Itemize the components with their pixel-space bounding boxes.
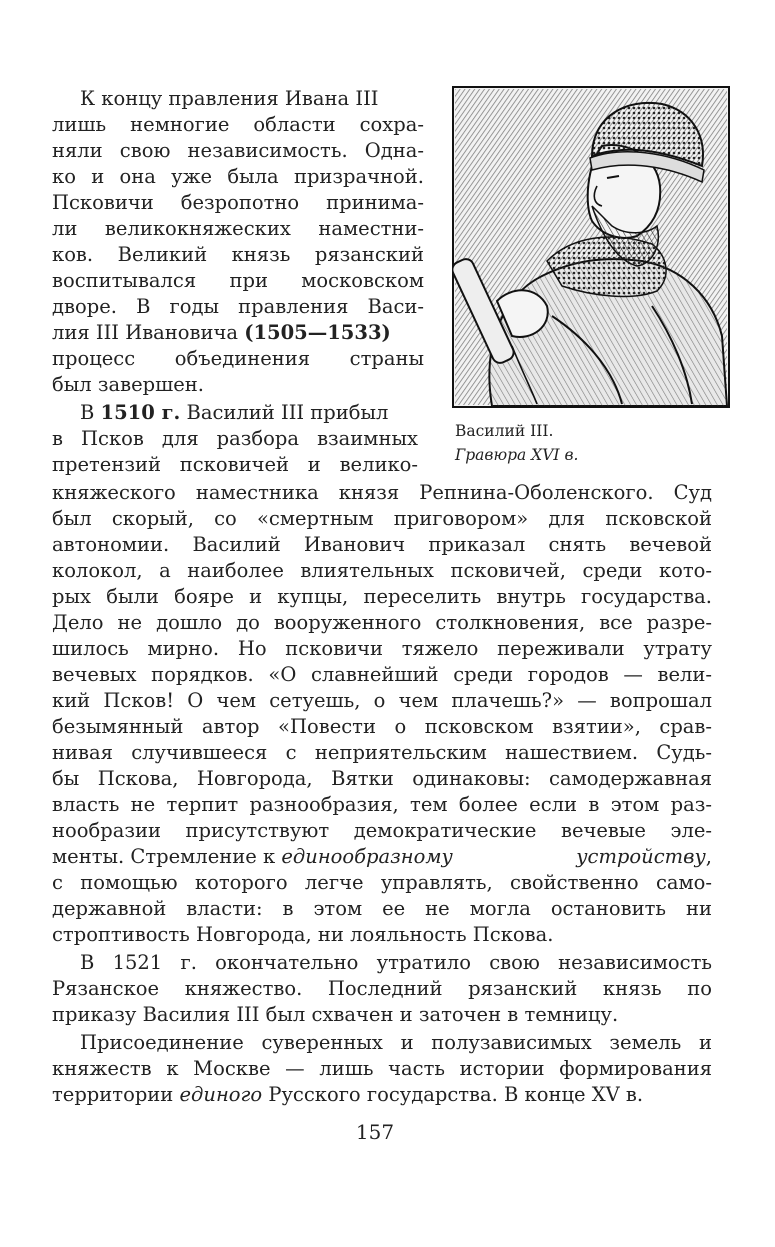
figure-caption-name: Василий III.	[455, 422, 554, 440]
text-span: менты. Стремление к	[52, 845, 282, 868]
emphasis-text: единообразному устройству	[281, 845, 706, 868]
text-line: Рязанское княжество. Последний рязанский князь по	[52, 977, 712, 1000]
text-line: был скорый, со «смертным приговором» для псковской	[52, 507, 712, 530]
portrait-engraving	[452, 86, 730, 408]
text-line: Дело не дошло до вооруженного столкновения, все разре-	[52, 611, 712, 634]
text-line: колокол, а наиболее влиятельных псковичей, среди кото-	[52, 559, 712, 582]
text-span: ,	[705, 845, 712, 868]
text-line: строптивость Новгорода, ни лояльность Пскова.	[52, 923, 554, 946]
text-span: Русского государства. В конце XV в.	[262, 1083, 644, 1106]
text-line: нообразии присутствуют демократические вечевые эле-	[52, 819, 712, 842]
text-span: В	[80, 401, 101, 424]
text-line: дворе. В годы правления Васи-	[52, 295, 424, 318]
text-line: Псковичи безропотно принима-	[52, 191, 424, 214]
text-line: приказу Василия III был схвачен и заточен в темницу.	[52, 1003, 619, 1026]
text-line: ков. Великий князь рязанский	[52, 243, 424, 266]
text-line: автономии. Василий Иванович приказал снять вечевой	[52, 533, 712, 556]
text-line: ко и она уже была призрачной.	[52, 165, 424, 188]
emphasis-text: единого	[179, 1083, 263, 1106]
text-span: Василий III прибыл	[180, 401, 389, 424]
text-line: К концу правления Ивана III	[80, 87, 379, 110]
text-line: вечевых порядков. «О славнейший среди городов — вели-	[52, 663, 712, 686]
text-line: княжеского наместника князя Репнина-Оболенского. Суд	[52, 481, 712, 504]
text-line: претензий псковичей и велико-	[52, 453, 418, 476]
text-line: рых были бояре и купцы, переселить внутрь государства.	[52, 585, 712, 608]
reign-years: (1505—1533)	[244, 321, 391, 344]
page-number: 157	[355, 1120, 395, 1144]
text-line: с помощью которого легче управлять, свойственно само-	[52, 871, 712, 894]
text-line: нивая случившееся с неприятельским нашествием. Судь-	[52, 741, 712, 764]
text-line: лишь немногие области сохра-	[52, 113, 424, 136]
text-line: процесс объединения страны	[52, 347, 424, 370]
text-line: в Псков для разбора взаимных	[52, 427, 418, 450]
text-line: Присоединение суверенных и полузависимых земель и	[80, 1031, 712, 1054]
text-line	[80, 400, 388, 426]
text-line: был завершен.	[52, 373, 204, 396]
text-line: ли великокняжеских наместни-	[52, 217, 424, 240]
text-span: лия III Ивановича	[52, 321, 245, 344]
text-line: державной власти: в этом ее не могла остановить ни	[52, 897, 712, 920]
text-line: бы Пскова, Новгорода, Вятки одинаковы: самодержавная	[52, 767, 712, 790]
text-line: шилось мирно. Но псковичи тяжело переживали утрату	[52, 637, 712, 660]
text-line	[52, 1082, 712, 1108]
text-line: княжеств к Москве — лишь часть истории формирования	[52, 1057, 712, 1080]
text-line: безымянный автор «Повести о псковском взятии», срав-	[52, 715, 712, 738]
text-line: няли свою независимость. Одна-	[52, 139, 424, 162]
text-line: воспитывался при московском	[52, 269, 424, 292]
text-line: власть не терпит разнообразия, тем более если в этом раз-	[52, 793, 712, 816]
figure-caption-note: Гравюра XVI в.	[455, 446, 579, 464]
year-1510: 1510 г.	[100, 401, 181, 424]
text-line	[52, 844, 712, 870]
text-line	[52, 320, 424, 346]
text-span: территории	[52, 1083, 180, 1106]
text-line: кий Псков! О чем сетуешь, о чем плачешь?» — вопрошал	[52, 689, 712, 712]
text-line: В 1521 г. окончательно утратило свою независимость	[80, 951, 712, 974]
